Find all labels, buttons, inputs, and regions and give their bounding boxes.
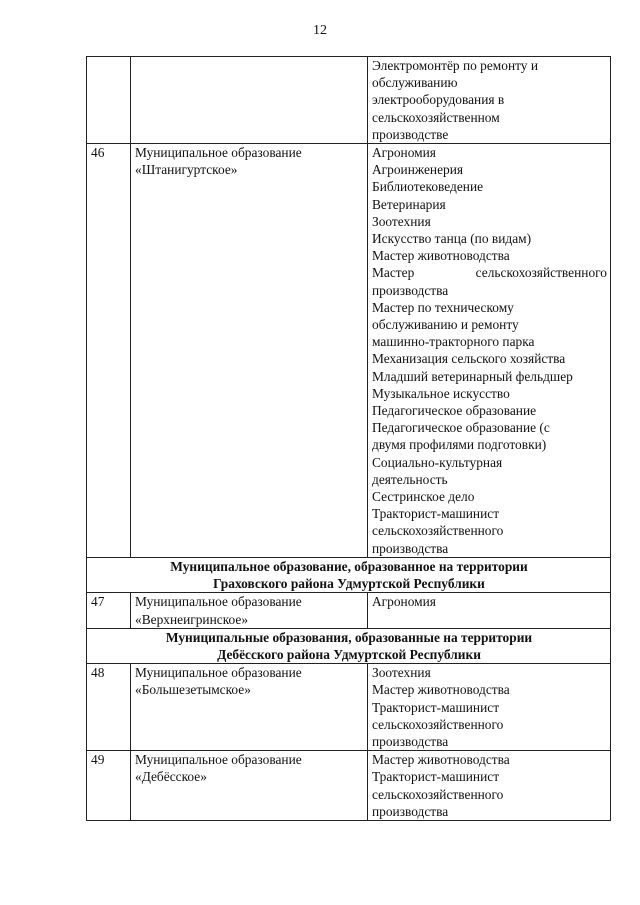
specialty-item: деятельность [372, 471, 448, 487]
specialty-item: Мастер животноводства [372, 682, 510, 698]
specialty-item: Зоотехния [372, 665, 431, 681]
specialties-table [86, 56, 611, 821]
section-header-line: Муниципальное образование, образованное на территории [170, 558, 528, 574]
table-row [87, 144, 611, 558]
specialty-item: Педагогическое образование (с [372, 420, 550, 436]
municipality-cell [131, 751, 368, 821]
specialty-item: сельскохозяйственного [372, 716, 504, 732]
specialty-item: Тракторист-машинист [372, 506, 500, 522]
municipality-line: Муниципальное образование [135, 594, 302, 610]
specialty-item: сельскохозяйственном [372, 109, 500, 125]
municipality-line: Муниципальное образование [135, 665, 302, 681]
specialties-cell [368, 144, 611, 558]
specialties-cell [368, 593, 611, 628]
specialty-item: двумя профилями подготовки) [372, 437, 547, 453]
section-header-row [87, 628, 611, 663]
specialties-cell [368, 57, 611, 144]
specialty-item: Агрономия [372, 594, 436, 610]
specialty-item: Социально-культурная [372, 454, 503, 470]
specialty-item: производства [372, 733, 449, 749]
specialty-item: Агрономия [372, 145, 436, 161]
specialty-item: Педагогическое образование [372, 403, 537, 419]
specialty-item: Искусство танца (по видам) [372, 231, 532, 247]
municipality-line: Муниципальное образование [135, 752, 302, 768]
table-body [87, 57, 611, 821]
specialty-item: производства [372, 540, 449, 556]
table-row [87, 593, 611, 628]
specialty-item: Тракторист-машинист [372, 769, 500, 785]
specialty-item: сельскохозяйственного [372, 786, 504, 802]
municipality-line: «Верхнеигринское» [135, 611, 249, 627]
specialty-item: Мастер животноводства [372, 752, 510, 768]
section-header-line: Граховского района Удмуртской Республики [213, 576, 485, 592]
specialty-item: машинно-тракторного парка [372, 334, 535, 350]
specialties-cell [368, 751, 611, 821]
table-row [87, 57, 611, 144]
table-row [87, 664, 611, 751]
specialty-item: Зоотехния [372, 213, 431, 229]
specialty-item: Ветеринария [372, 196, 446, 212]
table-row [87, 751, 611, 821]
page-number: 12 [313, 23, 327, 38]
municipality-cell [131, 593, 368, 628]
section-header-line: Дебёсского района Удмуртской Республики [217, 646, 481, 662]
municipality-line: «Дебёсское» [135, 769, 207, 785]
municipality-line: «Большезетымское» [135, 682, 251, 698]
specialty-item: Сестринское дело [372, 489, 475, 505]
section-header [87, 557, 611, 592]
municipality-line: «Штанигуртское» [135, 162, 238, 178]
row-number: 47 [87, 593, 131, 628]
municipality-line: Муниципальное образование [135, 145, 302, 161]
section-header-row [87, 557, 611, 592]
section-header-line: Муниципальные образования, образованные на территории [165, 629, 533, 645]
specialty-item: Мастер животноводства [372, 248, 510, 264]
specialty-item: обслуживанию и ремонту [372, 317, 519, 333]
section-header [87, 628, 611, 663]
specialty-item: Музыкальное искусство [372, 385, 510, 401]
specialty-item: Мастер по техническому [372, 299, 514, 315]
specialty-item: производстве [372, 126, 449, 142]
specialty-item: Мастер сельскохозяйственного [372, 265, 607, 281]
specialty-item: Электромонтёр по ремонту и [372, 58, 539, 73]
specialty-item: производства [372, 803, 449, 819]
specialty-item: Тракторист-машинист [372, 699, 500, 715]
specialty-item: сельскохозяйственного [372, 523, 504, 539]
specialty-item: Агроинженерия [372, 162, 464, 178]
specialty-item: производства [372, 282, 449, 298]
municipality-cell [131, 664, 368, 751]
specialty-item: Библиотековедение [372, 179, 484, 195]
row-number: 46 [87, 144, 131, 558]
row-number: 48 [87, 664, 131, 751]
row-number: 49 [87, 751, 131, 821]
specialties-cell [368, 664, 611, 751]
specialty-item: Механизация сельского хозяйства [372, 351, 566, 367]
specialty-item: электрооборудования в [372, 92, 505, 108]
municipality-cell [131, 144, 368, 558]
row-number [87, 57, 131, 144]
municipality-cell [131, 57, 368, 144]
specialty-item: Младший ветеринарный фельдшер [372, 368, 573, 384]
specialty-item: обслуживанию [372, 75, 458, 91]
